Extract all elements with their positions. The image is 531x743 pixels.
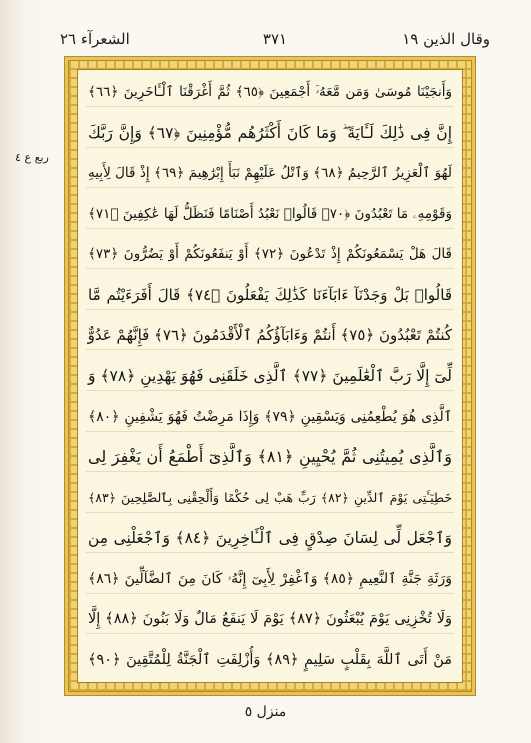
verse-line: وَرَثَةِ جَنَّةِ ٱلنَّعِيمِ ﴿٨٥﴾ وَٱغْفِرْ لِأَبِىٓ إِنَّهُۥ كَانَ مِنَ ٱلضَّآلِّينَ ﴿٨٦﴾ <box>86 565 454 594</box>
text-panel <box>77 69 463 683</box>
verse-line: وَٱلَّذِى يُمِيتُنِى ثُمَّ يُحْيِينِ ﴿٨١﴾ وَٱلَّذِىٓ أَطْمَعُ أَن يَغْفِرَ لِى <box>86 443 454 472</box>
ruku-marker: ربع ع ٤ <box>15 151 49 164</box>
verse-line: كُنتُمْ تَعْبُدُونَ ﴿٧٥﴾ أَنتُمْ وَءَابَآؤُكُمُ ٱلْأَقْدَمُونَ ﴿٧٦﴾ فَإِنَّهُمْ عَدُوٌّ <box>86 321 454 350</box>
verse-line: وَقَوْمِهِۦ مَا تَعْبُدُونَ ﴿٧٠﴾ قَالُوا۟ نَعْبُدُ أَصْنَامًا فَنَظَلُّ لَهَا عَٰكِفِينَ ﴿٧١﴾ <box>86 200 454 229</box>
verse-line: مَنْ أَتَى ٱللَّهَ بِقَلْبٍ سَلِيمٍ ﴿٨٩﴾ وَأُزْلِفَتِ ٱلْجَنَّةُ لِلْمُتَّقِينَ ﴿٩٠﴾ <box>88 651 452 668</box>
verse-line: وَأَنجَيْنَا مُوسَىٰ وَمَن مَّعَهُۥٓ أَجْمَعِينَ ﴿٦٥﴾ ثُمَّ أَغْرَقْنَا ٱلْـَٔاخَرِينَ ﴿٦٦﴾ <box>86 78 454 107</box>
page-header <box>60 28 490 54</box>
verse-line: خَطِيٓـَٔتِى يَوْمَ ٱلدِّينِ ﴿٨٢﴾ رَبِّ هَبْ لِى حُكْمًا وَأَلْحِقْنِى بِٱلصَّٰلِحِينَ ﴿٨٣﴾ <box>86 484 454 513</box>
manzil-footer: منزل ٥ <box>244 704 287 720</box>
verse-line: قَالَ هَلْ يَسْمَعُونَكُمْ إِذْ تَدْعُونَ ﴿٧٢﴾ أَوْ يَنفَعُونَكُمْ أَوْ يَضُرُّونَ ﴿٧٣﴾ <box>86 240 454 269</box>
verse-line: قَالُوا۟ بَلْ وَجَدْنَآ ءَابَآءَنَا كَذَٰلِكَ يَفْعَلُونَ ﴿٧٤﴾ قَالَ أَفَرَءَيْتُم مَّا <box>86 281 454 310</box>
verse-line: إِنَّ فِى ذَٰلِكَ لَـَٔايَةً ۖ وَمَا كَانَ أَكْثَرُهُم مُّؤْمِنِينَ ﴿٦٧﴾ وَإِنَّ رَبَّكَ <box>86 119 454 148</box>
ornamental-border <box>64 56 476 696</box>
verse-line: لِّىٓ إِلَّا رَبَّ ٱلْعَٰلَمِينَ ﴿٧٧﴾ ٱلَّذِى خَلَقَنِى فَهُوَ يَهْدِينِ ﴿٧٨﴾ وَ <box>86 362 454 391</box>
verse-line: ٱلَّذِى هُوَ يُطْعِمُنِى وَيَسْقِينِ ﴿٧٩﴾ وَإِذَا مَرِضْتُ فَهُوَ يَشْفِينِ ﴿٨٠﴾ <box>86 403 454 432</box>
verse-lines <box>86 78 454 674</box>
verse-line: وَلَا تُخْزِنِى يَوْمَ يُبْعَثُونَ ﴿٨٧﴾ يَوْمَ لَا يَنفَعُ مَالٌ وَلَا بَنُونَ ﴿٨٨﴾ إِلَّا <box>86 605 454 634</box>
surah-title: الشعرآء ٢٦ <box>60 30 130 48</box>
verse-line: لَهُوَ ٱلْعَزِيزُ ٱلرَّحِيمُ ﴿٦٨﴾ وَٱتْلُ عَلَيْهِمْ نَبَأَ إِبْرَٰهِيمَ ﴿٦٩﴾ إِذْ قَالَ لِأَبِيهِ <box>86 159 454 188</box>
page-number: ٣٧١ <box>262 30 288 48</box>
juz-title: وقال الذين ١٩ <box>402 30 490 48</box>
verse-line: وَٱجْعَل لِّى لِسَانَ صِدْقٍ فِى ٱلْـَٔاخِرِينَ ﴿٨٤﴾ وَٱجْعَلْنِى مِن <box>86 524 454 553</box>
